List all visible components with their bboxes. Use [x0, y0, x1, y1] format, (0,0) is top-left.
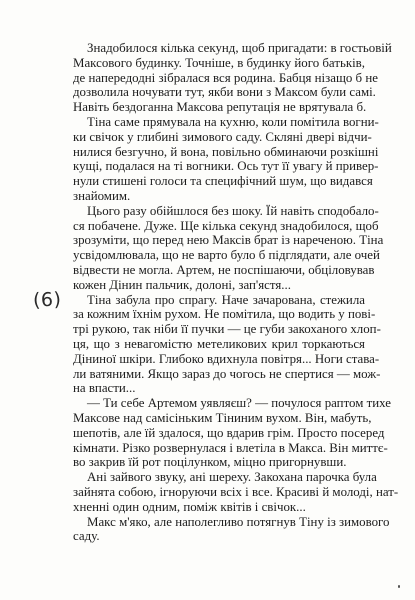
paragraph-6	[73, 470, 399, 514]
text-line: Максового будинку. Точніше, в будинку його батьків,	[73, 55, 365, 70]
text-line: ся побачене. Дуже. Ще кілька секунд знадобилося, щоб	[73, 218, 379, 233]
text-line: трі рукою, так ніби її пучки — це губи закоханого хлоп-	[73, 322, 381, 337]
text-line: хненні один одним, поміж квітів і свічок...	[73, 499, 306, 514]
text-line: за кожним їхнім рухом. Не помітила, що водить у пові-	[73, 307, 376, 322]
text-line: зайнята собою, ігноруючи всіх і все. Красиві й молоді, нат-	[73, 484, 399, 499]
paragraph-4	[73, 292, 381, 397]
page-corner-mark	[398, 585, 400, 588]
text-line: кімнати. Різко розвернулася і влетіла в Макса. Він миттє-	[73, 440, 388, 455]
text-line: Знадобилося кілька секунд, щоб пригадати: в гостьовій	[87, 41, 392, 55]
text-line: ли ватяними. Якщо зараз до чогось не спертися — мож-	[73, 366, 381, 381]
text-line: відвести не могла. Артем, не поспішаючи, обціловував	[73, 262, 375, 277]
text-line: ки свічок у глибині зимового саду. Скляні двері відчи-	[73, 129, 372, 144]
text-line: Тіна забула про спрагу. Наче зачарована, стежила	[87, 292, 365, 307]
text-line: зрозуміти, що перед нею Максів брат із нареченою. Тіна	[73, 233, 384, 248]
text-line: Макс м'яко, але наполегливо потягнув Тіну із зимового	[87, 514, 390, 529]
paragraph-5	[73, 396, 392, 470]
text-line: кущі, подалася на ті вогники. Ось тут її увагу й привер-	[73, 159, 379, 174]
text-line: Ані зайвого звуку, ані шереху. Закохана парочка була	[87, 470, 377, 485]
text-line: Тіна саме прямувала на кухню, коли помітила вогни-	[87, 114, 379, 129]
text-line: шепотів, але їй здалося, що вдарив грім. Просто посеред	[73, 425, 385, 440]
paragraph-2	[73, 114, 379, 204]
text-line: во закрив їй рот поцілунком, міцно пригорнувши.	[73, 455, 347, 470]
text-line: Максове над самісіньким Тіниним вухом. Він, мабуть,	[73, 410, 372, 425]
paragraph-3	[73, 203, 384, 293]
text-line: Навіть бездоганна Максова репутація не врятувала б.	[73, 100, 367, 115]
page-text	[73, 41, 399, 544]
text-line: дозволила ночувати тут, якби вони з Максом були самі.	[73, 85, 376, 100]
text-line: Цього разу обійшлося без шоку. Їй навіть сподобало-	[87, 203, 379, 218]
text-line: на впасти...	[73, 381, 136, 396]
text-line: знайомим.	[73, 188, 131, 203]
text-line: саду.	[73, 529, 100, 544]
text-line: нилися безгучно, й вона, повільно обминаючи розкішні	[73, 144, 379, 159]
text-line: нули стишені голоси та специфічний шум, що видався	[73, 174, 373, 189]
paragraph-7	[73, 514, 390, 545]
text-line: ця, що з невагомістю метеликових крил торкаються	[73, 336, 365, 351]
text-line: кожен Дінин пальчик, долоні, зап'ястя...	[73, 277, 291, 292]
text-line: — Ти себе Артемом уявляєш? — почулося раптом тихе	[87, 396, 392, 411]
text-line: де напередодні зібралася вся родина. Бабця нізащо б не	[73, 70, 378, 85]
paragraph-1	[73, 41, 392, 115]
text-line: Діниної шкіри. Глибоко вдихнула повітря... Ноги става-	[73, 351, 380, 366]
handwritten-margin-note: (6)	[32, 288, 62, 312]
text-line: усвідомлювала, що не варто було б підглядати, але очей	[73, 248, 380, 263]
